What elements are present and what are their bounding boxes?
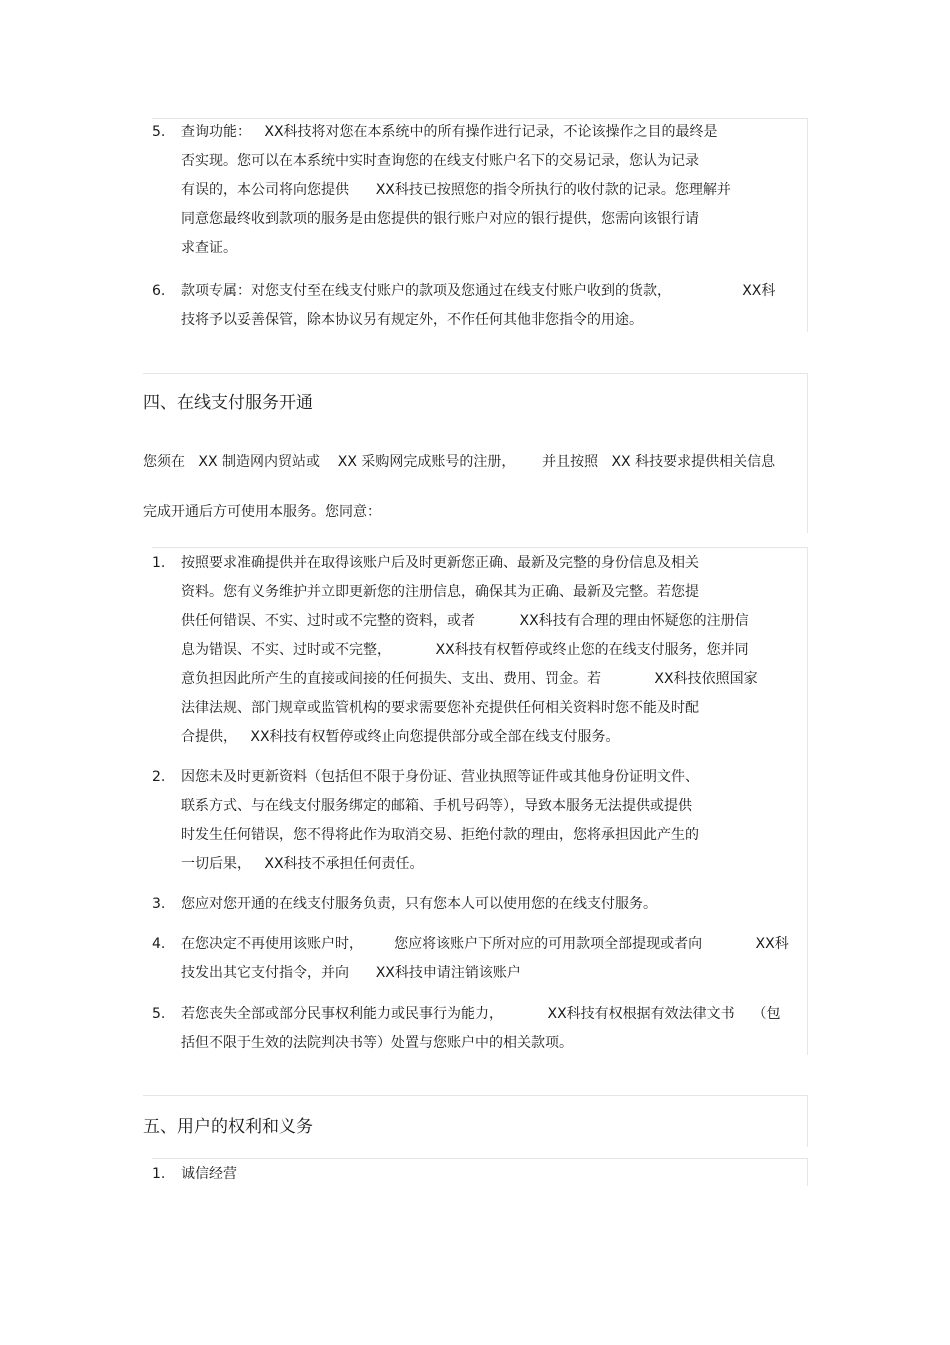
list-item-line: 否实现。您可以在本系统中实时查询您的在线支付账户名下的交易记录，您认为记录: [181, 153, 699, 169]
list-item-number: 2.: [152, 769, 166, 785]
list-item-line: 息为错误、不实、过时或不完整， XX科技有权暂停或终止您的在线支付服务，您并同: [181, 642, 749, 658]
list-item-line: 因您未及时更新资料（包括但不限于身份证、营业执照等证件或其他身份证明文件、: [181, 769, 699, 785]
section-4-paragraph-line: 完成开通后方可使用本服务。您同意：: [143, 504, 381, 520]
section-4-paragraph-line: 您须在 XX 制造网内贸站或 XX 采购网完成账号的注册， 并且按照 XX 科技要求提供相关信息: [143, 454, 776, 470]
list-item-number: 4.: [152, 936, 166, 952]
list-item-line: 技发出其它支付指令，并向 XX科技申请注销该账户: [181, 965, 521, 981]
list-item-line: 您应对您开通的在线支付服务负责，只有您本人可以使用您的在线支付服务。: [181, 896, 657, 912]
list-item-line: 括但不限于生效的法院判决书等）处置与您账户中的相关款项。: [181, 1035, 573, 1051]
list-item-number: 6.: [152, 283, 166, 299]
list-item-line: 查询功能： XX科技将对您在本系统中的所有操作进行记录，不论该操作之目的最终是: [181, 124, 718, 140]
list-item-line: 在您决定不再使用该账户时， 您应将该账户下所对应的可用款项全部提现或者向 XX科: [181, 936, 789, 952]
list-item-line: 意负担因此所产生的直接或间接的任何损失、支出、费用、罚金。若 XX科技依照国家: [181, 671, 758, 687]
list-item-line: 资料。您有义务维护并立即更新您的注册信息，确保其为正确、最新及完整。若您提: [181, 584, 699, 600]
list-item-line: 一切后果， XX科技不承担任何责任。: [181, 856, 424, 872]
section-5-heading: 五、用户的权利和义务: [143, 1117, 313, 1137]
list-item-line: 款项专属：对您支付至在线支付账户的款项及您通过在线支付账户收到的货款， XX科: [181, 283, 776, 299]
list-item-line: 按照要求准确提供并在取得该账户后及时更新您正确、最新及完整的身份信息及相关: [181, 555, 699, 571]
list-item-line: 联系方式、与在线支付服务绑定的邮箱、手机号码等），导致本服务无法提供或提供: [181, 798, 692, 814]
list-item-number: 1.: [152, 555, 166, 571]
list-item-number: 5.: [152, 1006, 166, 1022]
list-item-line: 同意您最终收到款项的服务是由您提供的银行账户对应的银行提供，您需向该银行请: [181, 211, 699, 227]
list-item-line: 有误的，本公司将向您提供 XX科技已按照您的指令所执行的收付款的记录。您理解并: [181, 182, 731, 198]
list-item-line: 技将予以妥善保管，除本协议另有规定外，不作任何其他非您指令的用途。: [181, 312, 643, 328]
list-item-line: 求查证。: [181, 240, 237, 256]
frame-section-5-list: [152, 1158, 808, 1186]
list-item-line: 时发生任何错误，您不得将此作为取消交易、拒绝付款的理由，您将承担因此产生的: [181, 827, 699, 843]
list-item-line: 合提供， XX科技有权暂停或终止向您提供部分或全部在线支付服务。: [181, 729, 620, 745]
list-item-line: 法律法规、部门规章或监管机构的要求需要您补充提供任何相关资料时您不能及时配: [181, 700, 699, 716]
section-4-heading: 四、在线支付服务开通: [143, 393, 313, 413]
list-item-number: 5.: [152, 124, 166, 140]
list-item-number: 1.: [152, 1166, 166, 1182]
list-item-line: 供任何错误、不实、过时或不完整的资料，或者 XX科技有合理的理由怀疑您的注册信: [181, 613, 749, 629]
list-item-number: 3.: [152, 896, 166, 912]
list-item-line: 若您丧失全部或部分民事权利能力或民事行为能力， XX科技有权根据有效法律文书 （包: [181, 1006, 781, 1022]
list-item-line: 诚信经营: [181, 1166, 237, 1182]
